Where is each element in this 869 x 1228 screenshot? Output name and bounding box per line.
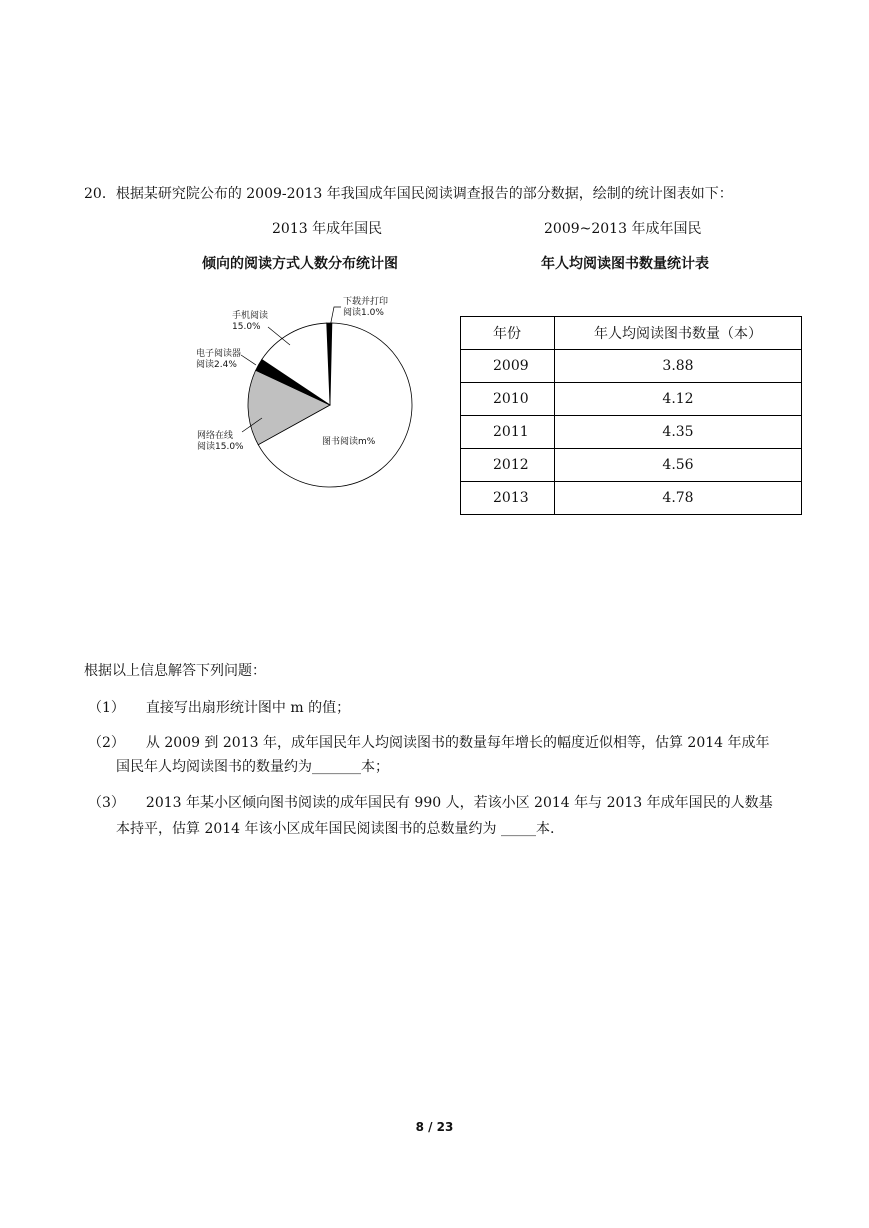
pie-label-book: 图书阅读m% — [322, 437, 376, 447]
table-cell-amount: 4.56 — [555, 449, 802, 482]
sub-question-2-line1: （2） 从 2009 到 2013 年，成年国民年人均阅读图书的数量每年增长的幅度近似相等，估算 2014 年成年 — [88, 735, 770, 751]
pie-label-ereader-line1: 电子阅读器 — [196, 349, 242, 359]
pie-label-ereader-line2: 阅读2.4% — [196, 360, 237, 370]
sub-question-2-line2: 国民年人均阅读图书的数量约为_______本； — [116, 759, 389, 775]
page-number: 8 / 23 — [415, 1120, 454, 1134]
pie-label-ereader — [196, 349, 241, 371]
table-header-year: 年份 — [461, 317, 555, 350]
table-cell-year: 2009 — [461, 350, 555, 383]
table-cell-amount: 4.78 — [555, 482, 802, 515]
stat-table — [460, 316, 802, 515]
sub-question-1: （1） 直接写出扇形统计图中 m 的值； — [88, 700, 351, 716]
table-header-amount: 年人均阅读图书数量（本） — [555, 317, 802, 350]
table-row — [461, 482, 802, 515]
table-header-row — [461, 317, 802, 350]
table-row — [461, 449, 802, 482]
sub-question-3-line2: 本持平，估算 2014 年该小区成年国民阅读图书的总数量约为 _____本. — [116, 821, 555, 837]
table-cell-amount: 3.88 — [555, 350, 802, 383]
pie-label-phone-line1: 手机阅读 — [232, 311, 269, 321]
sub-question-3-line1: （3） 2013 年某小区倾向图书阅读的成年国民有 990 人，若该小区 2014 年与 2013 年成年国民的人数基 — [88, 795, 773, 811]
table-cell-year: 2011 — [461, 416, 555, 449]
pie-label-phone-line2: 15.0% — [232, 322, 261, 332]
pie-label-online-line2: 阅读15.0% — [197, 442, 244, 452]
pie-caption-line1: 2013 年成年国民 — [272, 221, 383, 237]
pie-label-download-line2: 阅读1.0% — [343, 308, 384, 318]
table-cell-year: 2013 — [461, 482, 555, 515]
table-row — [461, 416, 802, 449]
pie-chart — [180, 285, 430, 495]
table-caption-line2: 年人均阅读图书数量统计表 — [541, 256, 709, 272]
table-cell-year: 2010 — [461, 383, 555, 416]
question-intro: 20．根据某研究院公布的 2009-2013 年我国成年国民阅读调查报告的部分数据，绘制的统计图表如下： — [84, 186, 733, 202]
pie-label-download-line1: 下载并打印 — [343, 297, 389, 307]
table-cell-amount: 4.35 — [555, 416, 802, 449]
table-row — [461, 383, 802, 416]
pie-label-download — [343, 297, 388, 319]
pie-caption-line2: 倾向的阅读方式人数分布统计图 — [202, 256, 398, 272]
table-cell-year: 2012 — [461, 449, 555, 482]
table-row — [461, 350, 802, 383]
pie-label-phone — [232, 311, 268, 333]
table-cell-amount: 4.12 — [555, 383, 802, 416]
pie-label-online — [197, 431, 244, 453]
sub-question-prompt: 根据以上信息解答下列问题： — [84, 663, 266, 679]
pie-label-online-line1: 网络在线 — [197, 431, 234, 441]
table-caption-line1: 2009~2013 年成年国民 — [544, 221, 702, 237]
